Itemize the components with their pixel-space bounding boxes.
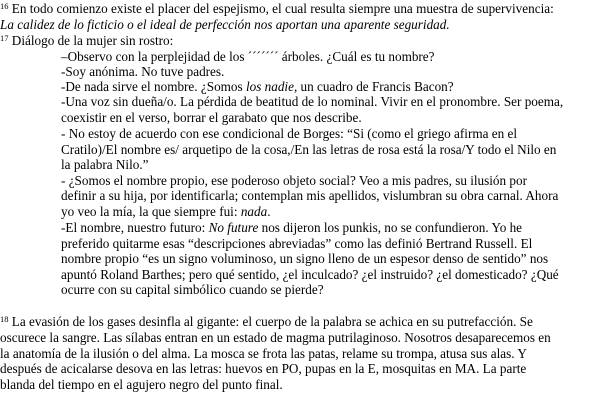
footnote-18-line: blanda del tiempo en el agujero negro del punto final. xyxy=(0,377,283,392)
text-span: yo veo la mía, la que siempre fui: xyxy=(61,204,241,219)
dialogue-line: - ¿Somos el nombre propio, ese poderoso objeto social? Veo a mis padres, su ilusión por xyxy=(61,173,527,188)
dialogue-line: nombre propio “es un signo voluminoso, un signo lleno de un espesor denso de sentido” nos xyxy=(61,251,549,266)
italic-span: los nadie xyxy=(245,79,294,94)
italic-span: nada xyxy=(240,204,268,219)
footnote-18-text: La evasión de los gases desinfla al gigante: el cuerpo de la palabra se achica en su putrefacción. Se xyxy=(8,314,533,329)
dialogue-line: Cratilo)/El nombre es/ arquetipo de la cosa,/En las letras de rosa está la rosa/Y todo el Nilo en xyxy=(61,142,557,157)
dialogue-line: –Observo con la perplejidad de los ´´´´´´´ árboles. ¿Cuál es tu nombre? xyxy=(61,49,435,64)
footnote-16-text: En todo comienzo existe el placer del espejismo, el cual resulta siempre una muestra de supervivencia: xyxy=(8,1,554,16)
footnote-18-line-1 xyxy=(0,314,533,329)
footnote-18-line: la anatomía de la ilusión o del alma. La mosca se frota las patas, relame su trompa, atusa sus alas. Y xyxy=(0,346,527,361)
footnote-marker: 18 xyxy=(0,314,9,324)
footnote-16-line-1 xyxy=(0,1,554,16)
dialogue-line xyxy=(61,204,270,219)
footnote-marker: 17 xyxy=(0,33,9,43)
dialogue-line: apuntó Roland Barthes; pero qué sentido, ¿el inculcado? ¿el instruido? ¿el domesticado? ¿Qué xyxy=(61,267,559,282)
footnote-17-heading xyxy=(0,33,173,48)
footnote-16-line-2: La calidez de lo ficticio o el ideal de perfección nos aportan una aparente seguridad. xyxy=(0,17,450,32)
italic-span: No future xyxy=(208,220,259,235)
text-span: -De nada sirve el nombre. ¿Somos xyxy=(61,79,246,94)
dialogue-line: preferido quitarme esas “descripciones abreviadas” como las definió Bertrand Russell. El xyxy=(61,236,533,251)
dialogue-line: definir a su hija, por identificarla; contemplan mis apellidos, vislumbran su obra carnal. Ahora xyxy=(61,188,559,203)
dialogue-line: ocurre con su capital simbólico cuando se pierde? xyxy=(61,282,324,297)
text-span: nos dijeron los punkis, no se confundieron. Yo he xyxy=(258,220,523,235)
footnote-17-heading-text: Diálogo de la mujer sin rostro: xyxy=(8,33,174,48)
dialogue-line: -Una voz sin dueña/o. La pérdida de beatitud de lo nominal. Vivir en el pronombre. Ser poema, xyxy=(61,94,564,109)
dialogue-line xyxy=(61,79,454,94)
text-span: . xyxy=(267,204,271,219)
dialogue-line: la palabra Nilo.” xyxy=(61,157,149,172)
dialogue-line: - No estoy de acuerdo con ese condicional de Borges: “Si (como el griego afirma en el xyxy=(61,126,518,141)
footnote-marker: 16 xyxy=(0,1,9,11)
text-span: , un cuadro de Francis Bacon? xyxy=(293,79,454,94)
footnote-18-line: después de acicalarse desova en las letras: huevos en PO, pupas en la E, mosquitas en MA. La parte xyxy=(0,361,527,376)
dialogue-line xyxy=(61,220,522,235)
footnote-18-line: oscurece la sangre. Las sílabas entran en un estado de magma putrilaginoso. Nosotros desaparecemos en xyxy=(0,330,551,345)
dialogue-line: -Soy anónima. No tuve padres. xyxy=(61,64,225,79)
dialogue-line: coexistir en el verso, borrar el garabato que nos describe. xyxy=(61,110,362,125)
text-span: -El nombre, nuestro futuro: xyxy=(61,220,209,235)
